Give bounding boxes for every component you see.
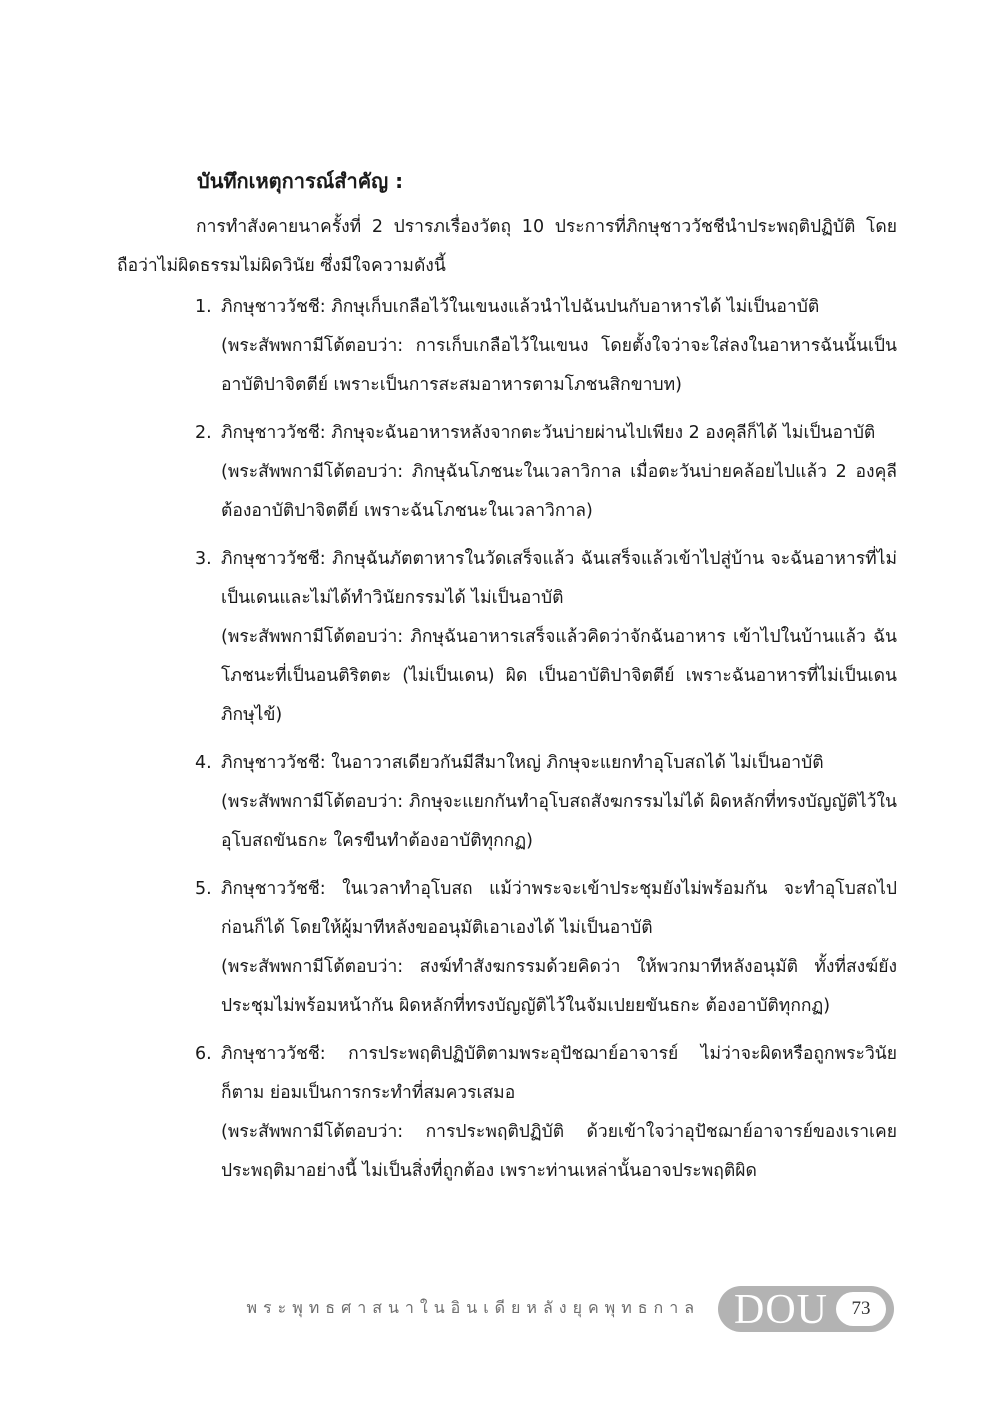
vajji-claim: ภิกษุชาววัชชี: ภิกษุเก็บเกลือไว้ในเขนงแล้วนำไปฉันปนกับอาหารได้ ไม่เป็นอาบัติ: [221, 297, 820, 317]
book-title: พระพุทธศาสนาในอินเดียหลังยุคพุทธกาล: [246, 1298, 700, 1317]
sabbakami-reply: (พระสัพพกามีโต้ตอบว่า: ภิกษุฉันโภชนะในเวลาวิกาล เมื่อตะวันบ่ายคล้อยไปแล้ว 2 องคุลี ต้องอาบัติปาจิตตีย์ เพราะฉันโภชนะในเวลาวิกาล): [221, 462, 897, 521]
page-footer: [0, 1282, 1000, 1342]
item-number: 6.: [195, 1044, 212, 1064]
dou-badge: [718, 1286, 894, 1332]
sabbakami-reply: (พระสัพพกามีโต้ตอบว่า: การประพฤติปฏิบัติ ด้วยเข้าใจว่าอุปัชฌาย์อาจารย์ของเราเคยประพฤติมาอย่างนี้ ไม่เป็นสิ่งที่ถูกต้อง เพราะท่านเหล่านั้นอาจประพฤติผิด: [221, 1122, 897, 1181]
item-number: 2.: [195, 423, 212, 443]
vajji-claim: ภิกษุชาววัชชี: ในเวลาทำอุโบสถ แม้ว่าพระจะเข้าประชุมยังไม่พร้อมกัน จะทำอุโบสถไปก่อนก็ได้ โดยให้ผู้มาทีหลังขออนุมัติเอาเองได้ ไม่เป็นอาบัติ: [221, 879, 897, 938]
dou-logo: DOU: [734, 1287, 828, 1333]
section-heading: บันทึกเหตุการณ์สำคัญ :: [197, 169, 404, 193]
page-number: 73: [836, 1292, 886, 1326]
sabbakami-reply: (พระสัพพกามีโต้ตอบว่า: การเก็บเกลือไว้ในเขนง โดยตั้งใจว่าจะใส่ลงในอาหารฉันนั้นเป็นอาบัติปาจิตตีย์ เพราะเป็นการสะสมอาหารตามโภชนสิกขาบท): [221, 336, 897, 395]
vajji-claim: ภิกษุชาววัชชี: การประพฤติปฏิบัติตามพระอุปัชฌาย์อาจารย์ ไม่ว่าจะผิดหรือถูกพระวินัยก็ตาม ย่อมเป็นการกระทำที่สมควรเสมอ: [221, 1044, 897, 1103]
item-number: 1.: [195, 297, 212, 317]
item-number: 3.: [195, 549, 212, 569]
list-item: [195, 414, 897, 531]
list-item: [195, 744, 897, 861]
intro-paragraph: การทำสังคายนาครั้งที่ 2 ปรารภเรื่องวัตถุ 10 ประการที่ภิกษุชาววัชชีนำประพฤติปฏิบัติ โดยถือว่าไม่ผิดธรรมไม่ผิดวินัย ซึ่งมีใจความดังนี้: [117, 217, 897, 276]
list-item: [195, 288, 897, 405]
vajji-claim: ภิกษุชาววัชชี: ในอาวาสเดียวกันมีสีมาใหญ่ ภิกษุจะแยกทำอุโบสถได้ ไม่เป็นอาบัติ: [221, 753, 824, 773]
vajji-claim: ภิกษุชาววัชชี: ภิกษุฉันภัตตาหารในวัดเสร็จแล้ว ฉันเสร็จแล้วเข้าไปสู่บ้าน จะฉันอาหารที่ไม่เป็นเดนและไม่ได้ทำวินัยกรรมได้ ไม่เป็นอาบัติ: [221, 549, 897, 608]
sabbakami-reply: (พระสัพพกามีโต้ตอบว่า: สงฆ์ทำสังฆกรรมด้วยคิดว่า ให้พวกมาทีหลังอนุมัติ ทั้งที่สงฆ์ยังประชุมไม่พร้อมหน้ากัน ผิดหลักที่ทรงบัญญัติไว้ในจัมเปยยขันธกะ ต้องอาบัติทุกกฏ): [221, 957, 897, 1016]
sabbakami-reply: (พระสัพพกามีโต้ตอบว่า: ภิกษุจะแยกกันทำอุโบสถสังฆกรรมไม่ได้ ผิดหลักที่ทรงบัญญัติไว้ในอุโบสถขันธกะ ใครขืนทำต้องอาบัติทุกกฏ): [221, 792, 897, 851]
vajji-claim: ภิกษุชาววัชชี: ภิกษุจะฉันอาหารหลังจากตะวันบ่ายผ่านไปเพียง 2 องคุลีก็ได้ ไม่เป็นอาบัติ: [221, 423, 876, 443]
item-list: [195, 288, 897, 1200]
sabbakami-reply: (พระสัพพกามีโต้ตอบว่า: ภิกษุฉันอาหารเสร็จแล้วคิดว่าจักฉันอาหาร เข้าไปในบ้านแล้ว ฉันโภชนะที่เป็นอนติริตตะ (ไม่เป็นเดน) ผิด เป็นอาบัติปาจิตตีย์ เพราะฉันอาหารที่ไม่เป็นเดนภิกษุไข้): [221, 627, 897, 725]
list-item: [195, 1035, 897, 1191]
item-number: 4.: [195, 753, 212, 773]
item-number: 5.: [195, 879, 212, 899]
list-item: [195, 540, 897, 735]
list-item: [195, 870, 897, 1026]
